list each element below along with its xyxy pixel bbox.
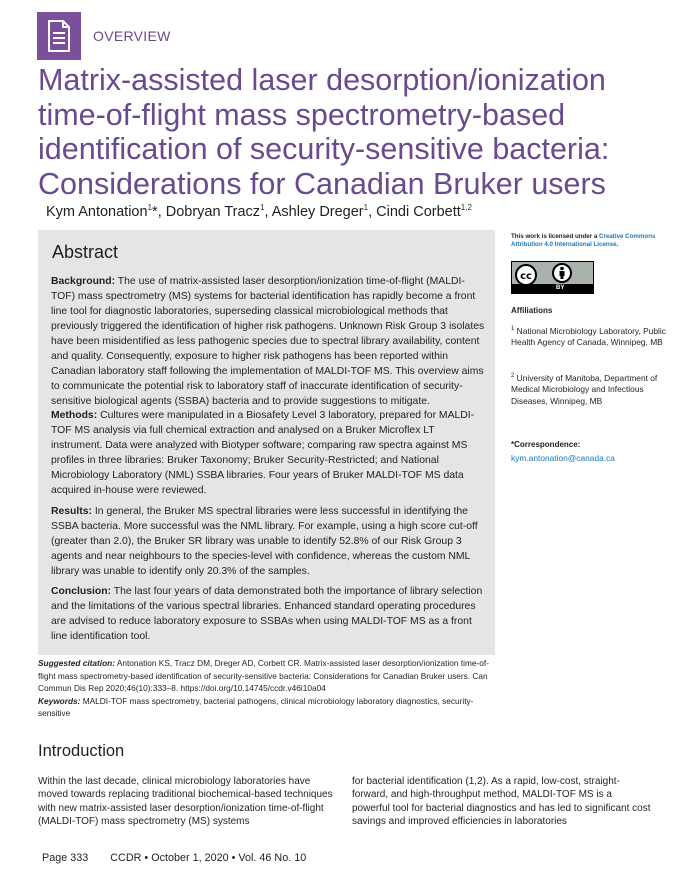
page-footer [42,852,328,864]
author-affiliation-mark: 1 [147,203,153,212]
introduction-heading: Introduction [38,742,125,760]
document-icon [37,12,81,60]
affiliation-item [511,371,671,407]
affiliation-number: 2 [511,373,515,379]
page-number: Page 333 [42,852,89,864]
author-name: Cindi Corbett [376,203,461,220]
license-notice [511,233,661,249]
affiliation-text: University of Manitoba, Department of Medical Microbiology and Infectious Diseases, Winnipeg, MB [511,372,658,406]
results-text: In general, the Bruker MS spectral libraries were less successful in identifying the SSBA bacteria. More successful was the NML library. For example, using a high score cut-off (greater than 2.0), the Bruker SR library was unable to identify 52.8% of our Risk Group 3 agents and near neighbours to the species-level with confidence, whereas the custom NML library was unable to identify only 20.3% of the samples. [51,506,478,577]
citation-label: Suggested citation: [38,658,115,668]
badge-label: BY [556,285,565,291]
author-affiliation-mark: 1 [363,203,369,212]
author-affiliation-mark: 1,2 [460,203,472,212]
affiliation-item [511,324,671,349]
background-label: Background: [51,276,116,287]
abstract-box [38,230,495,655]
article-title: Matrix-assisted laser desorption/ionization time-of-flight mass spectrometry-based identification of security-sensitive bacteria: Considerations for Canadian Bruker users [38,63,610,201]
author-name: Ashley Dreger [271,203,364,220]
author-name: Kym Antonation [46,203,148,220]
affiliations-heading: Affiliations [511,306,553,315]
methods-text: Cultures were manipulated in a Biosafety Level 3 laboratory, prepared for MALDI-TOF MS analysis via full chemical extraction and analysed on a Bruker Microflex LT instrument. Data were analyzed with Biotyper software; comparing raw spectra against MS profiles in three libraries: Bruker Taxonomy; Bruker Security-Restricted; and National Microbiology Laboratory (NML) SSBA libraries. Four years of Bruker MALDI-TOF MS data acquired in-house were reviewed. [51,410,475,496]
author-corresponding-mark: * [152,203,158,220]
citation-text: Antonation KS, Tracz DM, Dreger AD, Corbett CR. Matrix-assisted laser desorption/ionization time-of-flight mass spectrometry-based identification of security-sensitive bacteria: Considerations for Canadian Bruker users. Can Commun Dis Rep 2020;46(10):333–8. https://doi.org/10.14745/ccdr.v46i10a04 [38,658,489,694]
correspondence-heading: *Correspondence: [511,440,581,449]
license-suffix: . [616,241,619,248]
svg-text:cc: cc [520,271,532,282]
correspondence-email[interactable]: kym.antonation@canada.ca [511,453,615,463]
author-affiliation-mark: 1 [260,203,265,212]
abstract-methods [51,408,487,498]
suggested-citation [38,657,498,720]
abstract-results [51,504,487,579]
conclusion-label: Conclusion: [51,586,112,597]
cc-icon [516,265,536,285]
author-list: Kym Antonation$^1$*, Dobryan Tracz$^1$, Ashley Dreger$^1$, Cindi Corbett$^{1,2}$ [46,203,472,220]
cc-by-badge[interactable] [511,261,594,294]
affiliation-text: National Microbiology Laboratory, Public Health Agency of Canada, Winnipeg, MB [511,325,666,348]
affiliation-number: 1 [511,326,515,332]
keywords-label: Keywords: [38,695,81,706]
introduction-column-right: for bacterial identification (1,2). As a rapid, low-cost, straight-forward, and high-throughput method, MALDI-TOF MS is a powerful tool for bacterial diagnostics and has led to significant cost savings and improved efficiencies in laboratories [352,776,651,828]
journal-info: CCDR • October 1, 2020 • Vol. 46 No. 10 [110,852,307,864]
introduction-column-left: Within the last decade, clinical microbiology laboratories have moved towards replacing traditional biochemical-based techniques with new matrix-assisted laser desorption/ionization time-of-flight (MALDI-TOF) mass spectrometry (MS) systems [38,776,333,828]
license-prefix: This work is licensed under a [511,233,600,240]
conclusion-text: The last four years of data demonstrated both the importance of library selection and the limitations of the various spectral libraries. Enhanced standard operating procedures are advised to reduce laboratory exposure to SSBAs when using MALDI-TOF MS as a front line identification tool. [51,586,483,642]
section-tag: OVERVIEW [93,28,171,44]
methods-label: Methods: [51,410,98,421]
keywords-text: MALDI-TOF mass spectrometry, bacterial pathogens, clinical microbiology laboratory diagnostics, security-sensitive [38,695,474,719]
background-text: The use of matrix-assisted laser desorption/ionization time-of-flight (MALDI-TOF) mass spectrometry (MS) systems for bacterial identification has rapidly become a front line tool for diagnostic laboratories, superseding classical microbiological methods that previously triggered the identification of higher risk pathogens. Unknown Risk Group 3 isolates have been misidentified as less pathogenic species due to spectral library availability, content and quality. Consequently, exposure to higher risk pathogens has been reported within Canadian laboratory staff following the implementation of MALDI-TOF MS. This overview aims to communicate the potential risk to laboratory staff of inaccurate identification of security-sensitive biological agents (SSBA) bacteria and to provide suggestions to mitigate. [51,276,485,407]
abstract-heading: Abstract [52,242,119,262]
by-person-icon [553,264,571,282]
author-name: Dobryan Tracz [165,203,261,220]
license-link[interactable]: Creative Commons Attribution 4.0 International License [511,233,656,248]
abstract-conclusion [51,584,487,644]
results-label: Results: [51,506,92,517]
abstract-background [51,274,487,409]
